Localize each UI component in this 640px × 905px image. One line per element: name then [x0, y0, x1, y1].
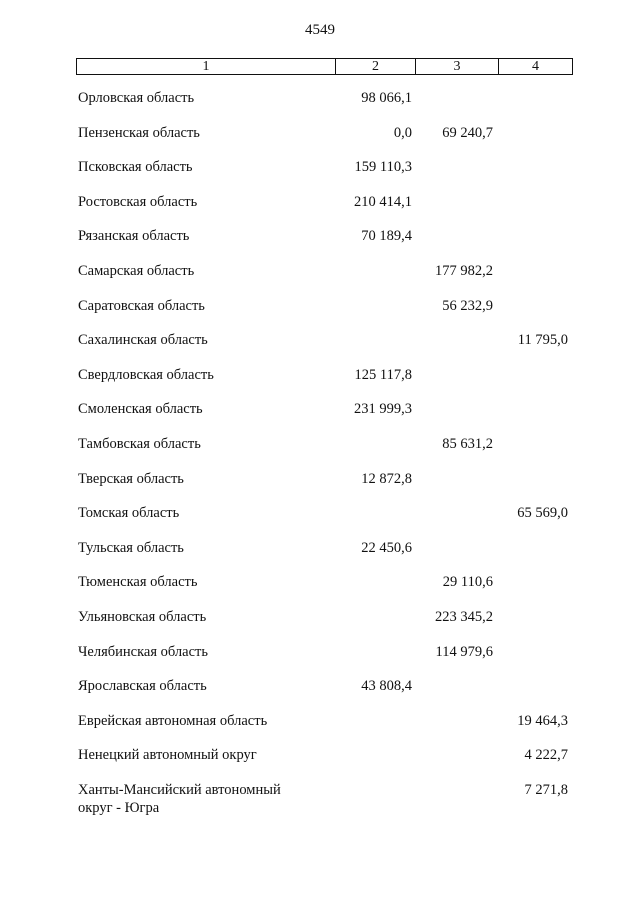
column-header-row: [77, 59, 573, 75]
region-name: Томская область: [78, 505, 180, 522]
region-name: Ростовская область: [78, 193, 198, 210]
table-row: [0, 121, 640, 156]
value-col2: 43 808,4: [361, 678, 412, 695]
table-row: [0, 432, 640, 467]
value-col2: 125 117,8: [354, 366, 412, 383]
region-name: Самарская область: [78, 262, 195, 279]
value-col2: 98 066,1: [361, 90, 412, 106]
value-col3: 223 345,2: [435, 608, 493, 625]
region-name: Свердловская область: [78, 366, 214, 383]
table-row: [0, 536, 640, 571]
column-header-4: 4: [499, 59, 573, 75]
table-row: [0, 363, 640, 398]
table-row: [0, 709, 640, 744]
value-col3: 85 631,2: [442, 435, 493, 452]
table-row: [0, 743, 640, 778]
value-col2: 210 414,1: [354, 193, 412, 210]
region-name: Тамбовская область: [78, 435, 201, 452]
table-row: [0, 155, 640, 190]
value-col4: 7 271,8: [524, 781, 568, 798]
region-name: Тверская область: [78, 470, 184, 487]
table-body: [0, 86, 640, 816]
table-row: [0, 397, 640, 432]
region-name: Челябинская область: [78, 643, 208, 660]
value-col3: 114 979,6: [435, 643, 493, 660]
column-header-2: 2: [336, 59, 416, 75]
value-col4: 11 795,0: [517, 332, 568, 349]
region-name: Саратовская область: [78, 297, 205, 314]
value-col4: 65 569,0: [517, 505, 568, 522]
table-row: [0, 640, 640, 675]
table-row: [0, 605, 640, 640]
value-col2: 231 999,3: [354, 401, 412, 418]
region-name: Тульская область: [78, 539, 184, 556]
region-name: Орловская область: [78, 90, 195, 106]
region-name: Рязанская область: [78, 228, 190, 245]
region-name: Ярославская область: [78, 678, 207, 695]
table-row: [0, 501, 640, 536]
region-name: Ханты-Мансийский автономный округ - Югра: [78, 781, 281, 816]
value-col2: 12 872,8: [361, 470, 412, 487]
table-row: [0, 86, 640, 121]
value-col3: 69 240,7: [442, 124, 493, 141]
region-name: Тюменская область: [78, 574, 198, 591]
value-col2: 159 110,3: [354, 159, 412, 176]
region-name: Псковская область: [78, 159, 193, 176]
value-col4: 4 222,7: [524, 747, 568, 764]
column-header-table: [76, 58, 573, 75]
value-col3: 177 982,2: [435, 262, 493, 279]
table-row: [0, 328, 640, 363]
region-name: Ульяновская область: [78, 608, 207, 625]
value-col3: 29 110,6: [442, 574, 493, 591]
table-row: [0, 259, 640, 294]
table-row: [0, 467, 640, 502]
column-header-3: 3: [416, 59, 499, 75]
region-name: Смоленская область: [78, 401, 203, 418]
page-number: 4549: [305, 22, 335, 38]
table-row: [0, 190, 640, 225]
value-col2: 22 450,6: [361, 539, 412, 556]
region-name: Ненецкий автономный округ: [78, 747, 257, 764]
value-col2: 70 189,4: [361, 228, 412, 245]
value-col2: 0,0: [393, 124, 412, 141]
region-name: Еврейская автономная область: [78, 712, 268, 729]
table-row: [0, 570, 640, 605]
value-col3: 56 232,9: [442, 297, 493, 314]
table-row: [0, 778, 640, 816]
table-row: [0, 224, 640, 259]
column-header-1: 1: [77, 59, 336, 75]
value-col4: 19 464,3: [517, 712, 568, 729]
region-name: Сахалинская область: [78, 332, 208, 349]
table-row: [0, 674, 640, 709]
region-name: Пензенская область: [78, 124, 200, 141]
table-row: [0, 294, 640, 329]
